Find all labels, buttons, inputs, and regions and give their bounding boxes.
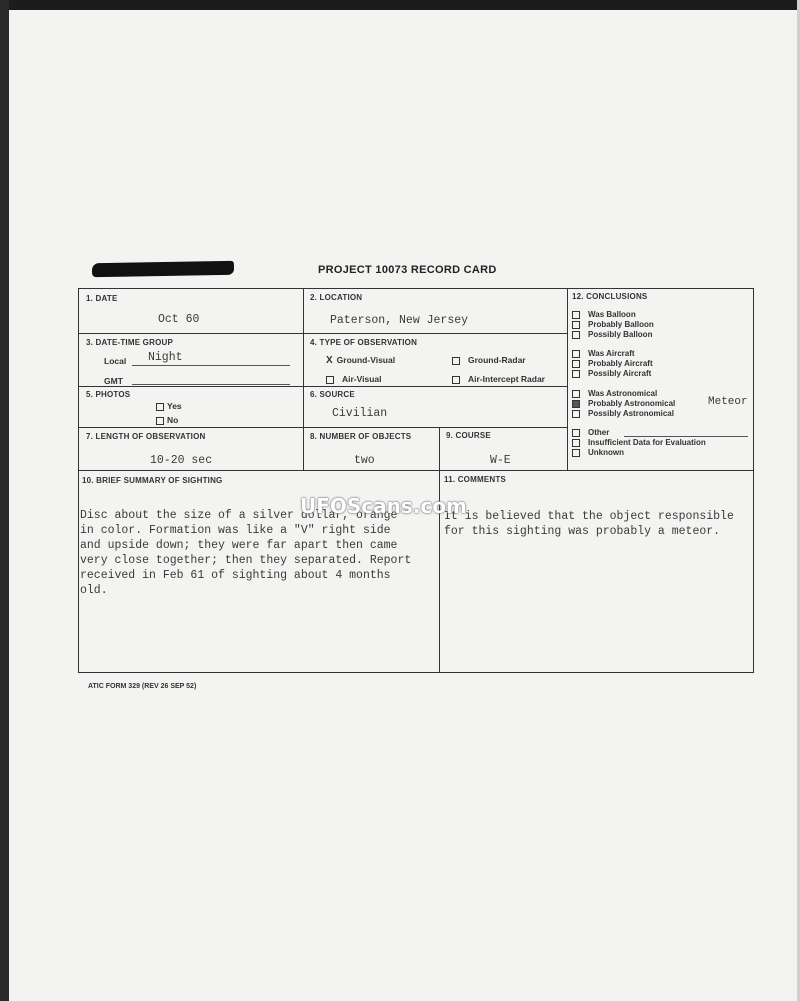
option-air-visual: Air-Visual (326, 374, 382, 384)
length-label: 7. LENGTH OF OBSERVATION (86, 432, 206, 441)
comments-text (444, 494, 734, 554)
checkbox-icon (572, 350, 580, 358)
ground-visual-mark: X (326, 355, 333, 366)
divider (78, 386, 567, 387)
local-label: Local (104, 356, 127, 366)
summary-line: in color. Formation was like a "V" right side (80, 524, 391, 537)
conclusion-group-balloon (572, 310, 654, 340)
checkbox-icon (572, 331, 580, 339)
scan-frame-left (0, 0, 9, 1001)
gmt-label: GMT (104, 376, 123, 386)
conclusion-item: Insufficient Data for Evaluation (572, 438, 706, 448)
conclusion-group-astronomical (572, 389, 675, 419)
checkbox-icon (572, 390, 580, 398)
checkbox-icon (156, 417, 164, 425)
source-label: 6. SOURCE (310, 390, 355, 399)
checkbox-icon (156, 403, 164, 411)
course-label: 9. COURSE (446, 431, 491, 440)
other-underline (624, 436, 748, 437)
local-underline (132, 365, 290, 366)
length-value: 10-20 sec (150, 454, 213, 467)
summary-line: received in Feb 61 of sighting about 4 months (80, 569, 391, 582)
checkbox-icon (572, 449, 580, 457)
divider (567, 288, 568, 470)
checkbox-icon (572, 321, 580, 329)
checkbox-icon (572, 370, 580, 378)
photos-label: 5. PHOTOS (86, 390, 131, 399)
datetime-label: 3. DATE-TIME GROUP (86, 338, 174, 347)
checkbox-icon (572, 311, 580, 319)
conclusion-item: Unknown (572, 448, 706, 458)
card-title: PROJECT 10073 RECORD CARD (318, 264, 497, 276)
conclusion-item: Probably Astronomical (572, 399, 675, 409)
conclusion-item: Possibly Aircraft (572, 369, 653, 379)
conclusion-group-other (572, 428, 706, 458)
conclusion-item: Probably Balloon (572, 320, 654, 330)
date-label: 1. DATE (86, 294, 118, 303)
redaction-mark (92, 261, 234, 277)
checkbox-icon (572, 429, 580, 437)
observation-type-label: 4. TYPE OF OBSERVATION (310, 338, 418, 347)
form-footer: ATIC FORM 329 (REV 26 SEP 52) (88, 683, 197, 690)
objects-value: two (354, 454, 375, 467)
date-value: Oct 60 (158, 313, 200, 326)
conclusion-item: Was Astronomical (572, 389, 675, 399)
comments-line: for this sighting was probably a meteor. (444, 525, 721, 538)
divider (439, 427, 440, 673)
checkbox-icon (572, 439, 580, 447)
conclusion-item: Probably Aircraft (572, 359, 653, 369)
scan-frame-top (0, 0, 800, 10)
conclusion-group-aircraft (572, 349, 653, 379)
divider (303, 288, 304, 470)
option-air-intercept-radar: Air-Intercept Radar (452, 374, 545, 384)
summary-line: very close together; then they separated. Report (80, 554, 412, 567)
checkbox-icon (572, 410, 580, 418)
astronomical-note: Meteor (708, 396, 748, 408)
summary-line: Disc about the size of a silver dollar, orange (80, 509, 398, 522)
location-label: 2. LOCATION (310, 293, 363, 302)
conclusion-item: Possibly Astronomical (572, 409, 675, 419)
conclusion-item: Other (572, 428, 706, 438)
conclusion-item: Was Balloon (572, 310, 654, 320)
location-value: Paterson, New Jersey (330, 314, 469, 327)
conclusion-item: Possibly Balloon (572, 330, 654, 340)
divider (78, 333, 567, 334)
divider (78, 427, 567, 428)
summary-line: old. (80, 584, 108, 597)
option-ground-radar: Ground-Radar (452, 355, 526, 365)
summary-label: 10. BRIEF SUMMARY OF SIGHTING (82, 476, 223, 485)
divider (78, 470, 754, 471)
option-ground-visual: X Ground-Visual (326, 355, 396, 366)
gmt-underline (132, 384, 290, 385)
course-value: W-E (490, 454, 511, 467)
conclusions-label: 12. CONCLUSIONS (572, 292, 648, 301)
conclusion-item: Was Aircraft (572, 349, 653, 359)
local-value: Night (148, 351, 183, 364)
comments-label: 11. COMMENTS (444, 475, 506, 484)
comments-line: It is believed that the object responsible (444, 510, 734, 523)
checkbox-icon (452, 357, 460, 365)
summary-line: and upside down; they were far apart then came (80, 539, 398, 552)
watermark: UFOScans.com (300, 494, 467, 518)
source-value: Civilian (332, 407, 388, 420)
photos-yes: Yes (156, 401, 182, 411)
checked-checkbox-icon (572, 400, 580, 408)
objects-label: 8. NUMBER OF OBJECTS (310, 432, 412, 441)
checkbox-icon (572, 360, 580, 368)
checkbox-icon (326, 376, 334, 384)
checkbox-icon (452, 376, 460, 384)
photos-no: No (156, 415, 178, 425)
